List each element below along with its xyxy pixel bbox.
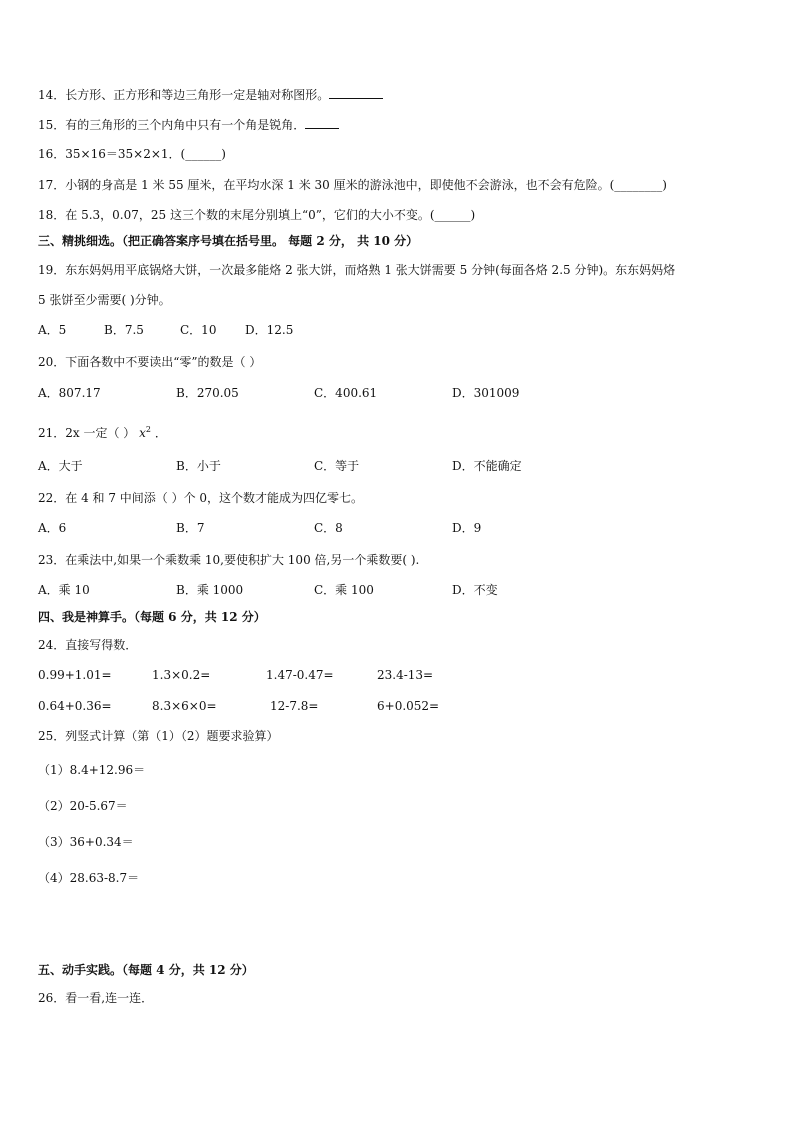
- q23-option-d: D．不变: [452, 583, 498, 597]
- section-3-heading: 三、精挑细选。（把正确答案序号填在括号里。 每题 2 分， 共 10 分）: [38, 234, 419, 248]
- question-19-line2: 5 张饼至少需要( )分钟。: [38, 293, 171, 307]
- q22-option-a: A．6: [38, 521, 67, 535]
- question-17: 17．小钢的身高是 1 米 55 厘米，在平均水深 1 米 30 厘米的游泳池中，即使他不会游泳，也不会有危险。(________): [38, 178, 667, 192]
- answer-blank: [329, 86, 383, 99]
- q21-option-a: A．大于: [38, 459, 83, 473]
- q22-option-c: C．8: [314, 521, 343, 535]
- q21-option-b: B．小于: [176, 459, 221, 473]
- q25-item-1: （1）8.4+12.96＝: [38, 763, 146, 777]
- q25-item-4: （4）28.63-8.7＝: [38, 871, 140, 885]
- q23-option-b: B．乘 1000: [176, 583, 244, 597]
- q20-option-a: A．807.17: [38, 386, 101, 400]
- question-22: 22．在 4 和 7 中间添（ ）个 0，这个数才能成为四亿零七。: [38, 491, 364, 505]
- q23-option-c: C．乘 100: [314, 583, 374, 597]
- question-25: 25．列竖式计算（第（1）（2）题要求验算）: [38, 729, 279, 743]
- q19-option-a: A．5: [38, 323, 67, 337]
- q25-item-3: （3）36+0.34＝: [38, 835, 134, 849]
- answer-blank: [305, 116, 339, 129]
- question-19-line1: 19．东东妈妈用平底锅烙大饼，一次最多能烙 2 张大饼，而烙熟 1 张大饼需要 5 分钟(每面各烙 2.5 分钟)。东东妈妈烙: [38, 263, 676, 277]
- section-4-heading: 四、我是神算手。（每题 6 分，共 12 分）: [38, 610, 266, 624]
- q24-item: 0.64+0.36=: [38, 699, 112, 713]
- question-24: 24．直接写得数．: [38, 638, 138, 652]
- q24-item: 8.3×6×0=: [152, 699, 217, 713]
- q24-item: 23.4-13=: [377, 668, 434, 682]
- question-20: 20．下面各数中不要读出“零”的数是（ ）: [38, 355, 262, 369]
- question-18: 18．在 5.3，0.07，25 这三个数的末尾分别填上“0”，它们的大小不变。(______): [38, 208, 476, 222]
- question-14: 14．长方形、正方形和等边三角形一定是轴对称图形。: [38, 86, 383, 103]
- q25-item-2: （2）20-5.67＝: [38, 799, 128, 813]
- math-exponent: 2: [145, 425, 152, 434]
- question-16: 16．35×16＝35×2×1．(______): [38, 147, 226, 161]
- q20-option-b: B．270.05: [176, 386, 239, 400]
- q22-option-d: D．9: [452, 521, 482, 535]
- question-26: 26．看一看,连一连．: [38, 991, 154, 1005]
- q21-option-d: D．不能确定: [452, 459, 522, 473]
- q20-option-d: D．301009: [452, 386, 520, 400]
- q24-item: 1.3×0.2=: [152, 668, 211, 682]
- question-15: 15．有的三角形的三个内角中只有一个角是锐角．: [38, 116, 339, 133]
- q20-option-c: C．400.61: [314, 386, 378, 400]
- q24-item: 12-7.8=: [270, 699, 319, 713]
- q23-option-a: A．乘 10: [38, 583, 90, 597]
- q24-item: 6+0.052=: [377, 699, 440, 713]
- q19-option-d: D．12.5: [245, 323, 294, 337]
- question-23: 23．在乘法中,如果一个乘数乘 10,要使积扩大 100 倍,另一个乘数要( ).: [38, 553, 420, 567]
- question-21: 21．2x 一定（ ） $x^2$ ．: [38, 425, 167, 440]
- q24-item: 0.99+1.01=: [38, 668, 112, 682]
- q19-option-b: B．7.5: [104, 323, 144, 337]
- q21-option-c: C．等于: [314, 459, 360, 473]
- q22-option-b: B．7: [176, 521, 205, 535]
- q24-item: 1.47-0.47=: [266, 668, 334, 682]
- math-variable: x: [139, 426, 146, 440]
- section-5-heading: 五、动手实践。（每题 4 分，共 12 分）: [38, 963, 254, 977]
- q19-option-c: C．10: [180, 323, 217, 337]
